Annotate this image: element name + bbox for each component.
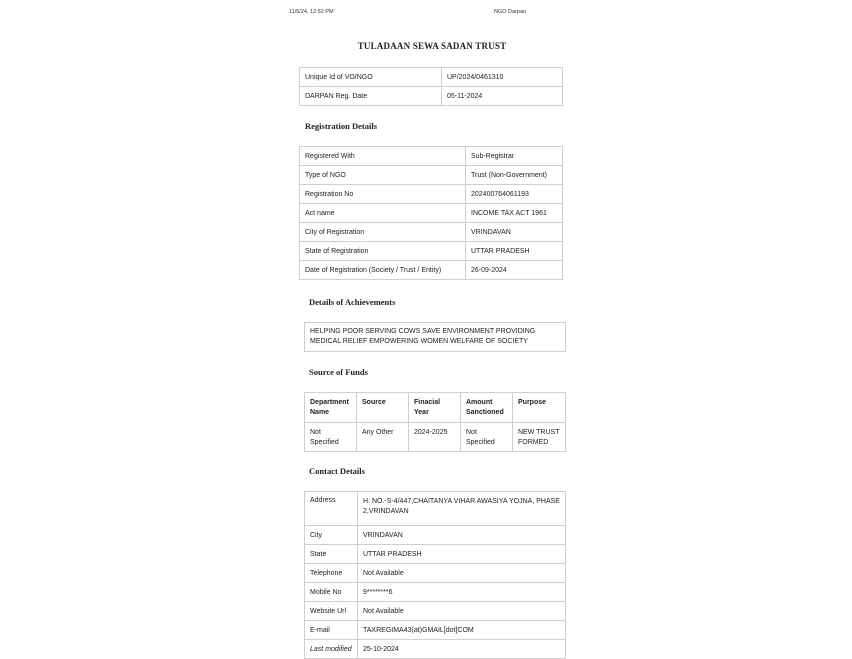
contact-label: Address xyxy=(305,492,358,526)
contact-value: TAXREGIMA43(at)GMAIL[dot]COM xyxy=(358,621,566,640)
contact-label: State xyxy=(305,545,358,564)
reg-value: UTTAR PRADESH xyxy=(466,242,563,261)
contact-value: VRINDAVAN xyxy=(358,526,566,545)
table-row xyxy=(305,602,566,621)
darpan-date-value: 05-11-2024 xyxy=(442,87,563,106)
contact-label: Website Url xyxy=(305,602,358,621)
id-label: Unique Id of VO/NGO xyxy=(300,68,442,87)
funds-cell: NEW TRUST FORMED xyxy=(513,423,566,452)
table-row xyxy=(300,223,563,242)
table-row xyxy=(300,261,563,280)
reg-label: State of Registration xyxy=(300,242,466,261)
funds-heading: Source of Funds xyxy=(309,367,368,377)
reg-label: Act name xyxy=(300,204,466,223)
funds-cell: Not Specified xyxy=(461,423,513,452)
column-header: Department Name xyxy=(305,393,357,423)
contact-value: UTTAR PRADESH xyxy=(358,545,566,564)
column-header: Amount Sanctioned xyxy=(461,393,513,423)
contact-label: Last modified xyxy=(305,640,358,659)
table-row xyxy=(300,204,563,223)
column-header: Source xyxy=(357,393,409,423)
print-datetime: 11/5/24, 12:52 PM xyxy=(289,9,334,15)
print-site-name: NGO Darpan xyxy=(494,9,527,15)
reg-value: 26-09-2024 xyxy=(466,261,563,280)
contact-value: 9********6 xyxy=(358,583,566,602)
table-row xyxy=(305,621,566,640)
contact-value: Not Available xyxy=(358,602,566,621)
table-row xyxy=(300,68,563,87)
column-header: Finacial Year xyxy=(409,393,461,423)
reg-label: Date of Registration (Society / Trust / Entity) xyxy=(300,261,466,280)
table-row xyxy=(305,423,566,452)
table-row xyxy=(305,564,566,583)
contact-value: 25-10-2024 xyxy=(358,640,566,659)
funds-cell: Not Specified xyxy=(305,423,357,452)
contact-heading: Contact Details xyxy=(309,466,365,476)
reg-value: INCOME TAX ACT 1961 xyxy=(466,204,563,223)
table-row xyxy=(305,492,566,526)
contact-table xyxy=(304,491,566,659)
reg-label: Type of NGO xyxy=(300,166,466,185)
ngo-id-table xyxy=(299,67,563,106)
reg-value: VRINDAVAN xyxy=(466,223,563,242)
table-row xyxy=(300,242,563,261)
funds-table xyxy=(304,392,566,452)
funds-cell: Any Other xyxy=(357,423,409,452)
table-row xyxy=(305,583,566,602)
ngo-title: TULADAAN SEWA SADAN TRUST xyxy=(357,41,507,51)
table-header-row xyxy=(305,393,566,423)
id-value: UP/2024/0461310 xyxy=(442,68,563,87)
reg-value: Sub-Registrar xyxy=(466,147,563,166)
table-row xyxy=(300,166,563,185)
table-row xyxy=(300,147,563,166)
column-header: Purpose xyxy=(513,393,566,423)
reg-label: Registered With xyxy=(300,147,466,166)
table-row xyxy=(305,526,566,545)
contact-label: Mobile No xyxy=(305,583,358,602)
table-row xyxy=(300,87,563,106)
registration-heading: Registration Details xyxy=(305,121,378,131)
registration-table xyxy=(299,146,563,280)
contact-label: E-mail xyxy=(305,621,358,640)
contact-label: Telephone xyxy=(305,564,358,583)
reg-label: City of Registration xyxy=(300,223,466,242)
reg-label: Registration No xyxy=(300,185,466,204)
reg-value: 202400764061193 xyxy=(466,185,563,204)
contact-label: City xyxy=(305,526,358,545)
funds-cell: 2024-2025 xyxy=(409,423,461,452)
contact-value: H. NO.-S-4/447,CHAITANYA VIHAR AWASIYA YOJNA, PHASE 2,VRINDAVAN xyxy=(358,492,566,526)
contact-value: Not Available xyxy=(358,564,566,583)
achievements-text: HELPING POOR SERVING COWS SAVE ENVIRONMENT PROVIDING MEDICAL RELIEF EMPOWERING WOMEN WELFARE OF SOCIETY xyxy=(304,322,566,352)
darpan-date-label: DARPAN Reg. Date xyxy=(300,87,442,106)
reg-value: Trust (Non-Government) xyxy=(466,166,563,185)
achievements-heading: Details of Achievements xyxy=(309,297,396,307)
table-row xyxy=(300,185,563,204)
table-row xyxy=(305,545,566,564)
